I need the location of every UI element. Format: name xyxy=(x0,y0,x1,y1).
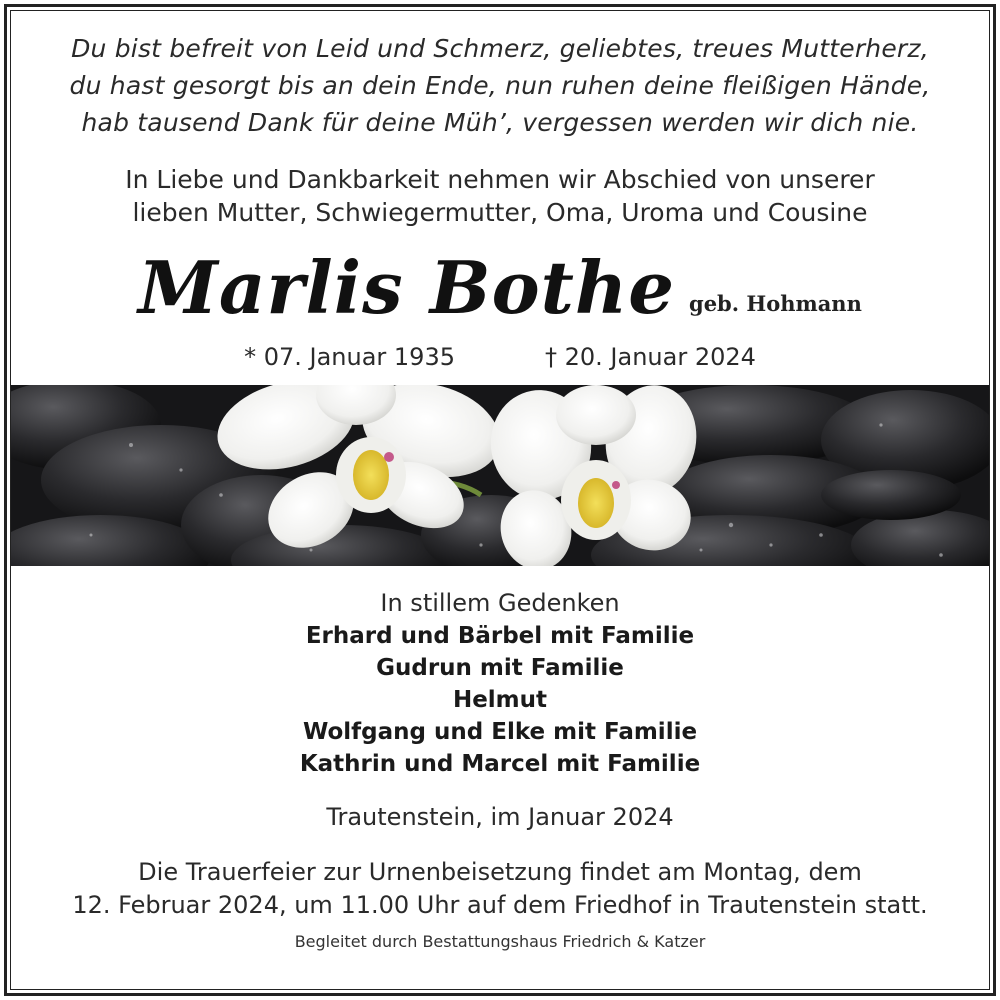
funeral-info xyxy=(0,856,1000,922)
name-row xyxy=(0,245,1000,330)
deceased-name: Marlis Bothe xyxy=(138,245,676,330)
poem xyxy=(0,30,1000,141)
mourners-heading: In stillem Gedenken xyxy=(380,589,620,617)
poem-line: hab tausend Dank für deine Müh’, vergessen werden wir dich nie. xyxy=(81,108,919,137)
intro-line: lieben Mutter, Schwiegermutter, Oma, Uroma und Cousine xyxy=(132,198,868,227)
intro-text xyxy=(0,163,1000,229)
mourners-list xyxy=(0,620,1000,780)
undertaker-credit: Begleitet durch Bestattungshaus Friedrich & Katzer xyxy=(294,932,706,951)
funeral-line: 12. Februar 2024, um 11.00 Uhr auf dem Friedhof in Trautenstein statt. xyxy=(72,891,928,919)
mourner-name: Helmut xyxy=(452,687,548,713)
funeral-line: Die Trauerfeier zur Urnenbeisetzung findet am Montag, dem xyxy=(138,858,862,886)
death-date: † 20. Januar 2024 xyxy=(545,343,756,371)
orchid-photo xyxy=(11,385,989,566)
orchid-stones-image xyxy=(11,385,989,566)
place-and-date: Trautenstein, im Januar 2024 xyxy=(326,803,674,831)
poem-line: Du bist befreit von Leid und Schmerz, geliebtes, treues Mutterherz, xyxy=(71,34,929,63)
life-dates xyxy=(0,340,1000,374)
orchid-right xyxy=(482,385,705,566)
birth-date: * 07. Januar 1935 xyxy=(244,343,455,371)
poem-line: du hast gesorgt bis an dein Ende, nun ruhen deine fleißigen Hände, xyxy=(69,71,931,100)
mourner-name: Gudrun mit Familie xyxy=(376,655,624,681)
mourner-name: Kathrin und Marcel mit Familie xyxy=(299,751,701,777)
intro-line: In Liebe und Dankbarkeit nehmen wir Abschied von unserer xyxy=(125,165,875,194)
maiden-name: geb. Hohmann xyxy=(689,291,862,316)
mourner-name: Erhard und Bärbel mit Familie xyxy=(305,623,695,649)
mourner-name: Wolfgang und Elke mit Familie xyxy=(302,719,698,745)
